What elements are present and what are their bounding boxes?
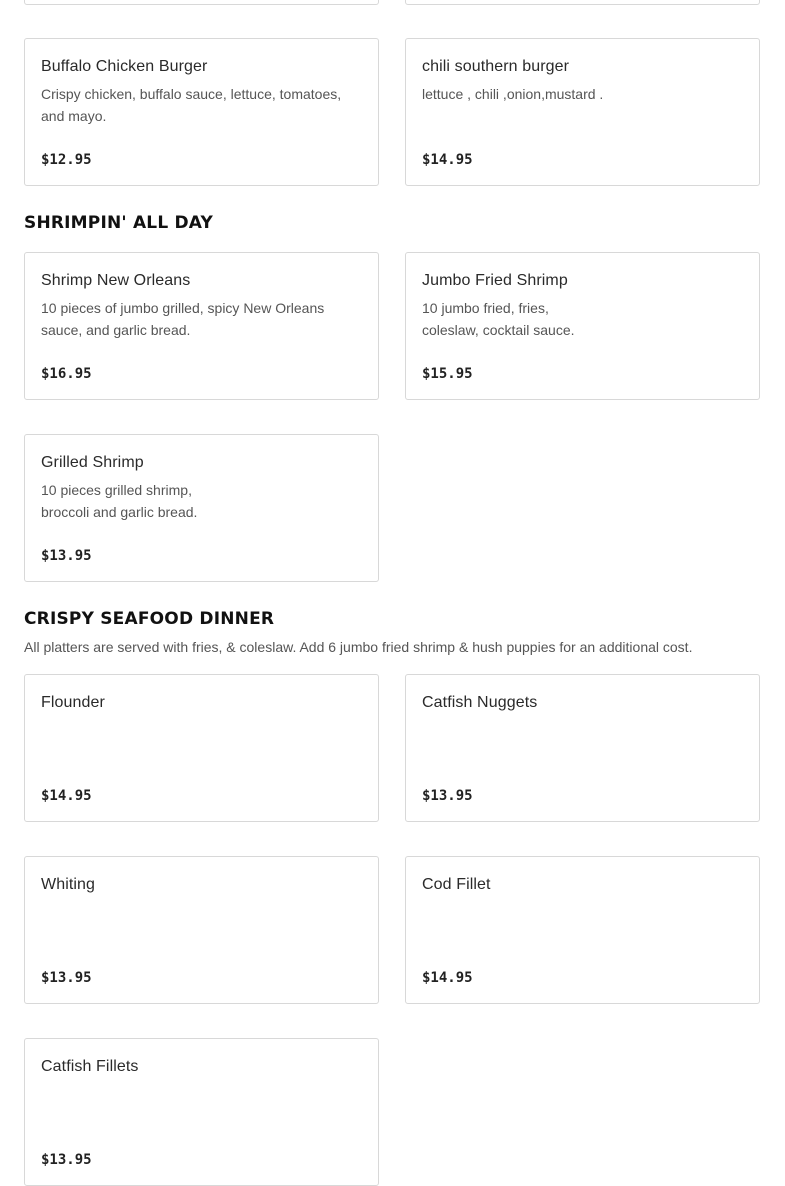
menu-item-name: Flounder [41,694,105,711]
menu-item-price: $14.95 [422,970,473,986]
menu-item-card[interactable] [24,38,379,186]
menu-item-card[interactable] [24,252,379,400]
menu-item-description: Crispy chicken, buffalo sauce, lettuce, tomatoes, and mayo. [41,86,342,124]
menu-item-name: chili southern burger [422,58,570,75]
menu-item-name: Buffalo Chicken Burger [41,58,208,75]
menu-item-description: 10 pieces grilled shrimp, broccoli and garlic bread. [41,482,198,520]
menu-item-name: Catfish Fillets [41,1058,139,1075]
menu-item-card-cutoff-left[interactable] [24,0,379,5]
menu-item-price: $16.95 [41,366,92,382]
menu-item-name: Catfish Nuggets [422,694,538,711]
menu-item-description: lettuce , chili ,onion,mustard . [422,86,604,102]
menu-item-card[interactable] [405,252,760,400]
menu-item-description: 10 pieces of jumbo grilled, spicy New Orleans sauce, and garlic bread. [41,300,325,338]
section-note: All platters are served with fries, & coleslaw. Add 6 jumbo fried shrimp & hush puppies for an additional cost. [24,639,693,655]
menu-item-price: $14.95 [422,152,473,168]
section-title-shrimp: SHRIMPIN' ALL DAY [24,213,214,233]
menu-item-description: 10 jumbo fried, fries, coleslaw, cocktail sauce. [422,300,575,338]
section-title-seafood: CRISPY SEAFOOD DINNER [24,609,275,629]
menu-item-card-cutoff-right[interactable] [405,0,760,5]
menu-item-price: $15.95 [422,366,473,382]
menu-item-card[interactable] [24,434,379,582]
menu-item-card[interactable] [405,38,760,186]
menu-item-card[interactable] [24,674,379,822]
menu-item-name: Cod Fillet [422,876,491,893]
menu-item-price: $14.95 [41,788,92,804]
menu-item-price: $12.95 [41,152,92,168]
menu-item-card[interactable] [24,1038,379,1186]
menu-item-price: $13.95 [41,1152,92,1168]
menu-item-name: Jumbo Fried Shrimp [422,272,568,289]
menu-item-card[interactable] [405,674,760,822]
menu-item-price: $13.95 [41,970,92,986]
menu-item-card[interactable] [24,856,379,1004]
menu-item-price: $13.95 [41,548,92,564]
menu-item-name: Whiting [41,876,96,893]
menu-item-card[interactable] [405,856,760,1004]
menu-item-name: Shrimp New Orleans [41,272,191,289]
menu-item-name: Grilled Shrimp [41,454,144,471]
menu-item-price: $13.95 [422,788,473,804]
